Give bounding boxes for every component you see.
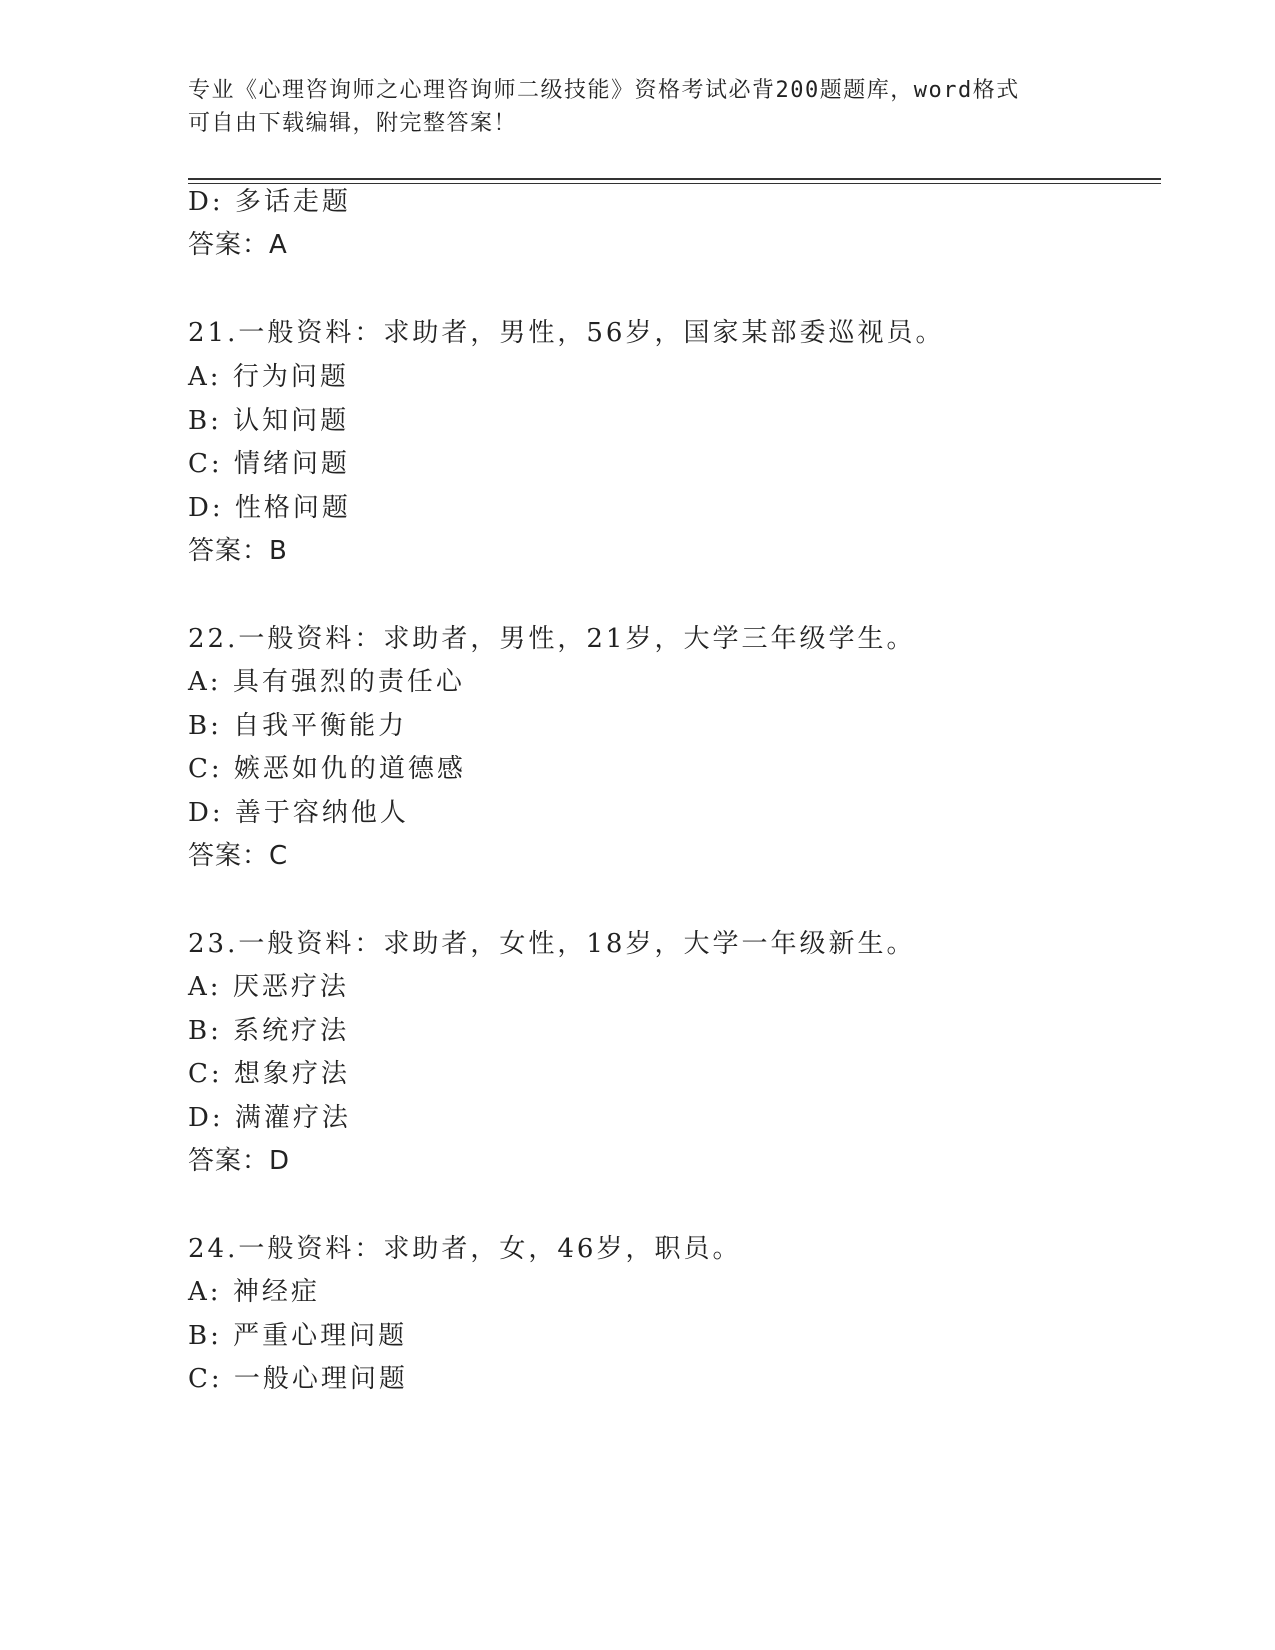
option-text: 善于容纳他人 xyxy=(234,798,409,828)
answer-label: 答案： xyxy=(188,1146,270,1176)
option-line xyxy=(188,1102,351,1134)
answer-label: 答案： xyxy=(188,841,270,871)
option-prefix: A: xyxy=(188,972,222,1002)
answer-label: 答案： xyxy=(188,230,270,260)
option-text: 自我平衡能力 xyxy=(233,711,408,741)
option-line xyxy=(188,1363,408,1395)
option-prefix: D: xyxy=(188,187,224,217)
option-text: 满灌疗法 xyxy=(234,1103,351,1133)
option-prefix: B: xyxy=(188,1016,222,1046)
option-prefix: D: xyxy=(188,798,224,828)
answer-value: A xyxy=(269,230,288,260)
question-number: 24. xyxy=(188,1234,239,1264)
option-line xyxy=(188,1276,320,1308)
question-text: 一般资料：求助者，女性，18岁，大学一年级新生。 xyxy=(238,929,916,959)
option-line xyxy=(188,797,409,829)
option-prefix: C: xyxy=(188,1059,223,1089)
question-number: 23. xyxy=(188,929,239,959)
answer-line xyxy=(188,229,288,261)
answer-line xyxy=(188,1145,290,1177)
option-text: 厌恶疗法 xyxy=(232,972,349,1002)
option-text: 一般心理问题 xyxy=(233,1364,408,1394)
question-text: 一般资料：求助者，女，46岁，职员。 xyxy=(238,1234,742,1264)
option-prefix: C: xyxy=(188,1364,223,1394)
option-text: 行为问题 xyxy=(232,362,349,392)
answer-line xyxy=(188,535,288,567)
option-text: 性格问题 xyxy=(234,493,351,523)
option-line xyxy=(188,1058,350,1090)
document-header xyxy=(188,74,1088,140)
answer-label: 答案： xyxy=(188,536,270,566)
header-line-2: 可自由下载编辑，附完整答案！ xyxy=(188,111,518,136)
option-text: 系统疗法 xyxy=(233,1016,350,1046)
question-line xyxy=(188,1233,741,1265)
option-prefix: B: xyxy=(188,711,222,741)
option-line xyxy=(188,1015,349,1047)
option-text: 严重心理问题 xyxy=(233,1321,408,1351)
option-line xyxy=(188,186,351,218)
option-prefix: A: xyxy=(188,362,222,392)
option-prefix: D: xyxy=(188,1103,224,1133)
answer-value: B xyxy=(269,536,288,566)
option-prefix: C: xyxy=(188,754,223,784)
option-text: 情绪问题 xyxy=(233,449,350,479)
option-text: 具有强烈的责任心 xyxy=(232,667,465,697)
option-line xyxy=(188,666,465,698)
option-prefix: B: xyxy=(188,406,222,436)
option-line xyxy=(188,361,349,393)
option-line xyxy=(188,710,407,742)
question-line xyxy=(188,317,944,349)
option-text: 想象疗法 xyxy=(233,1059,350,1089)
header-divider xyxy=(188,178,1161,184)
option-line xyxy=(188,1320,407,1352)
question-number: 22. xyxy=(188,624,239,654)
option-prefix: B: xyxy=(188,1321,222,1351)
question-text: 一般资料：求助者，男性，21岁，大学三年级学生。 xyxy=(238,624,916,654)
option-line xyxy=(188,492,351,524)
option-text: 认知问题 xyxy=(233,406,350,436)
answer-line xyxy=(188,840,288,872)
answer-value: D xyxy=(269,1146,291,1176)
header-line-1: 专业《心理咨询师之心理咨询师二级技能》资格考试必背200题题库，word格式 xyxy=(188,78,1020,103)
question-line xyxy=(188,928,915,960)
option-prefix: A: xyxy=(188,1277,222,1307)
option-line xyxy=(188,971,349,1003)
option-line xyxy=(188,448,350,480)
question-text: 一般资料：求助者，男性，56岁，国家某部委巡视员。 xyxy=(238,318,945,348)
option-prefix: C: xyxy=(188,449,223,479)
option-text: 神经症 xyxy=(232,1277,320,1307)
answer-value: C xyxy=(269,841,289,871)
option-prefix: A: xyxy=(188,667,222,697)
option-line xyxy=(188,753,466,785)
question-number: 21. xyxy=(188,318,239,348)
question-line xyxy=(188,623,915,655)
option-prefix: D: xyxy=(188,493,224,523)
option-text: 嫉恶如仇的道德感 xyxy=(233,754,466,784)
option-line xyxy=(188,405,349,437)
option-text: 多话走题 xyxy=(234,187,351,217)
